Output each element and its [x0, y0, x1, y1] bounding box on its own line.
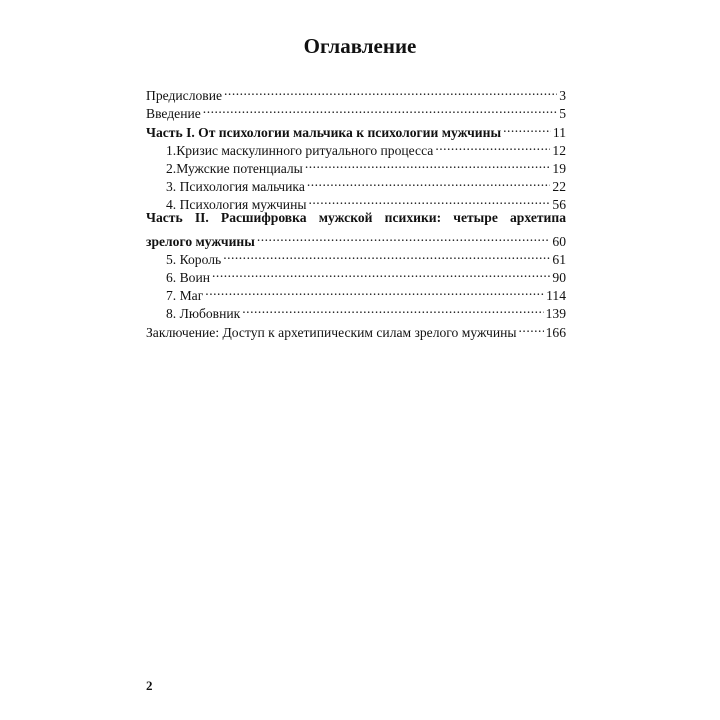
toc-entry-page: 166 — [545, 324, 566, 340]
toc-entry-part-2[interactable] — [146, 228, 566, 249]
toc-word: психики: — [384, 210, 442, 226]
toc-entry-label: 4. Психология мужчины — [166, 197, 307, 213]
toc-entry-label: Заключение: Доступ к архетипическим силам зрелого мужчины — [146, 324, 517, 340]
dot-leader — [203, 100, 557, 118]
toc-entry-label: 7. Маг — [166, 288, 204, 304]
toc-entry-label: 8. Любовник — [166, 306, 241, 322]
dot-leader — [242, 300, 543, 318]
toc-entry-page: 90 — [552, 270, 566, 286]
toc-entry-chapter-7[interactable] — [146, 282, 566, 304]
toc-entry-label: Часть I. От психологии мальчика к психологии мужчины — [146, 124, 502, 140]
dot-leader — [309, 191, 551, 209]
toc-entry-label: 3. Психология мальчика — [166, 179, 305, 195]
toc-entry-page: 12 — [552, 142, 566, 158]
toc-word: II. — [194, 210, 209, 226]
toc-entry-page: 56 — [552, 197, 566, 213]
toc-entry-page: 139 — [545, 306, 566, 322]
toc-entry-label: зрелого мужчины — [146, 233, 255, 249]
toc-word: Расшифровка — [220, 210, 307, 226]
toc-entry-page: 22 — [552, 179, 566, 195]
toc-entry-introduction[interactable] — [146, 100, 566, 122]
toc-entry-page: 19 — [552, 160, 566, 176]
toc-entry-page: 60 — [552, 233, 566, 249]
toc-entry-page: 5 — [559, 106, 566, 122]
toc-entry-label: 6. Воин — [166, 270, 211, 286]
dot-leader — [212, 264, 550, 282]
page-number: 2 — [146, 678, 153, 693]
dot-leader — [223, 246, 550, 264]
dot-leader — [519, 318, 544, 336]
dot-leader — [257, 228, 551, 246]
toc-entry-page: 61 — [552, 251, 566, 267]
toc-word: Часть — [146, 210, 183, 226]
toc-entry-label: 2.Мужские потенциалы — [166, 160, 303, 176]
toc-entry-label: Введение — [146, 106, 201, 122]
toc-entry-page: 114 — [546, 288, 566, 304]
toc-word: архетипа — [510, 210, 566, 226]
toc-entry-page: 3 — [559, 88, 566, 104]
dot-leader — [503, 118, 551, 136]
toc-entry-part-1[interactable] — [146, 118, 566, 140]
toc-entry-chapter-8[interactable] — [146, 300, 566, 322]
page-title: Оглавление — [303, 34, 417, 58]
dot-leader — [307, 173, 551, 191]
dot-leader — [205, 282, 544, 300]
toc-entry-label: Предисловие — [146, 88, 223, 104]
toc-entry-label: 5. Король — [166, 251, 222, 267]
dot-leader — [305, 155, 551, 173]
toc-word: мужской — [318, 210, 373, 226]
toc-entry-label: 1.Кризис маскулинного ритуального процесса — [166, 142, 434, 158]
toc-entry-page: 11 — [552, 124, 566, 140]
toc-word: четыре — [453, 210, 498, 226]
toc-entry-preface[interactable] — [146, 82, 566, 104]
table-of-contents — [146, 82, 566, 340]
dot-leader — [224, 82, 557, 100]
dot-leader — [435, 137, 550, 155]
